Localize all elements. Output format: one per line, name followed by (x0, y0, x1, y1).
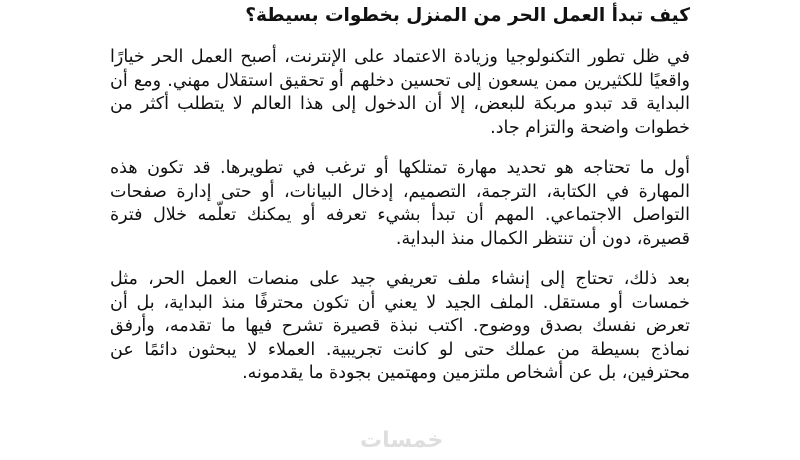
article-title: كيف تبدأ العمل الحر من المنزل بخطوات بسيطة؟ (245, 5, 690, 26)
article-paragraph-3: بعد ذلك، تحتاج إلى إنشاء ملف تعريفي جيد على منصات العمل الحر، مثل خمسات أو مستقل. الملف الجيد لا يعني أن تكون محترفًا منذ البداية، بل أن تعرض نفسك بصدق ووضوح. اكتب نبذة قصيرة تشرح فيها ما تقدمه، وأرفق نماذج بسيطة من عملك حتى لو كانت تجريبية. العملاء لا يبحثون دائمًا عن محترفين، بل عن أشخاص ملتزمين ومهتمين بجودة ما يقدمونه. (110, 269, 690, 383)
article-paragraph-2: أول ما تحتاجه هو تحديد مهارة تمتلكها أو ترغب في تطويرها. قد تكون هذه المهارة في الكتابة، الترجمة، التصميم، إدخال البيانات، أو حتى إدارة صفحات التواصل الاجتماعي. المهم أن تبدأ بشيء تعرفه أو يمكنك تعلّمه خلال فترة قصيرة، دون أن تنتظر الكمال منذ البداية. (110, 158, 690, 249)
article-paragraph-1: في ظل تطور التكنولوجيا وزيادة الاعتماد على الإنترنت، أصبح العمل الحر خيارًا واقعيًا للكثيرين ممن يسعون إلى تحسين دخلهم أو تحقيق استقلال مهني. ومع أن البداية قد تبدو مربكة للبعض، إلا أن الدخول إلى هذا العالم لا يتطلب أكثر من خطوات واضحة والتزام جاد. (110, 47, 690, 138)
khamsat-watermark-logo: خمسات (360, 428, 444, 453)
